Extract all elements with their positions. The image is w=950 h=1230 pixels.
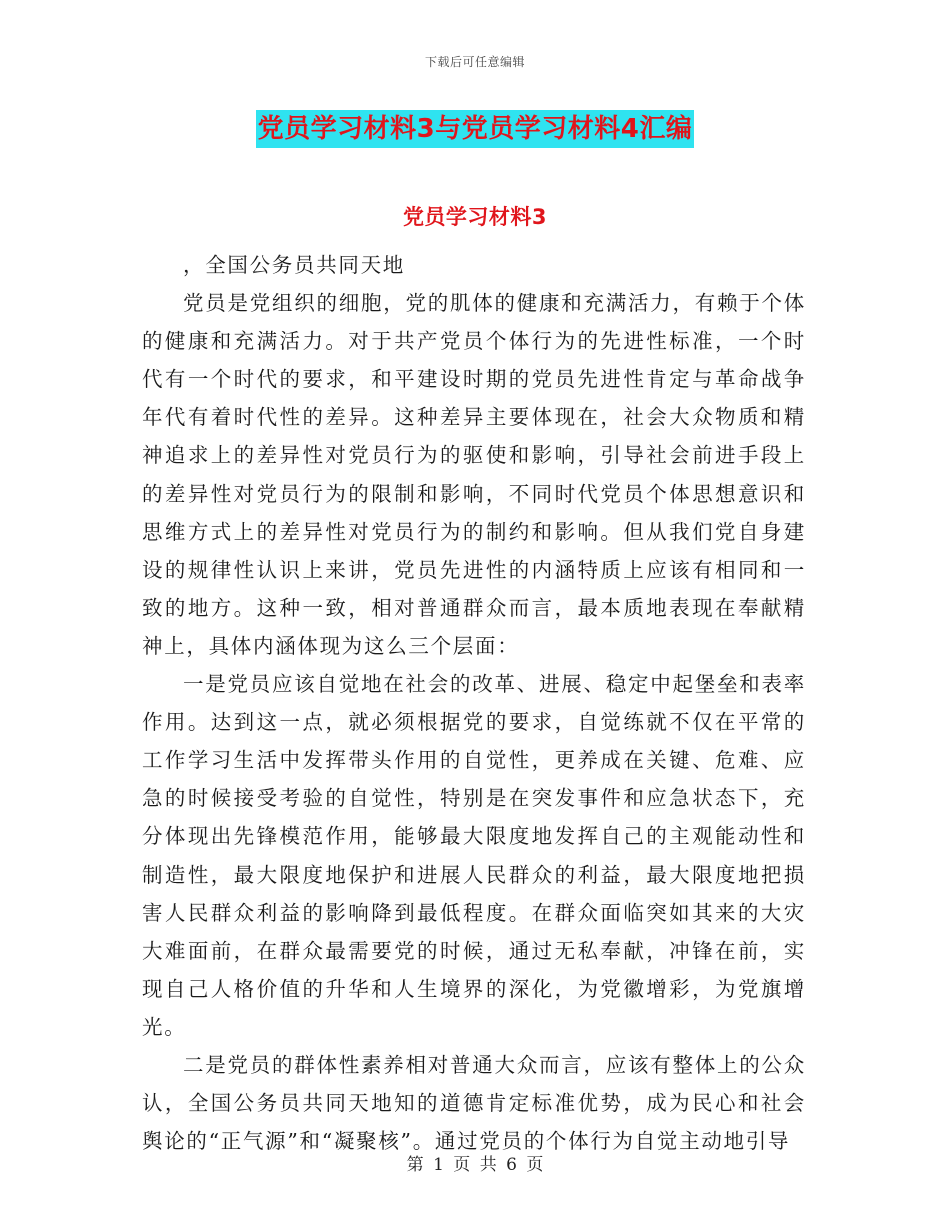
document-body — [142, 246, 806, 1160]
paragraph: ，全国公务员共同天地 — [183, 253, 405, 277]
page-header-note: 下载后可任意编辑 — [424, 55, 525, 69]
main-title-container — [0, 110, 950, 148]
footer-label-page: 第 — [406, 1155, 424, 1175]
paragraph: 二是党员的群体性素养相对普通大众而言，应该有整体上的公众认，全国公务员共同天地知的道德肯定标准优势，成为民心和社会舆论的“正气源”和“凝聚核”。通过党员的个体行为自觉主动地引导 — [142, 1052, 806, 1154]
main-title: 党员学习材料3与党员学习材料4汇编 — [256, 110, 695, 148]
paragraph: 党员是党组织的细胞，党的肌体的健康和充满活力，有赖于个体的健康和充满活力。对于共产党员个体行为的先进性标准，一个时代有一个时代的要求，和平建设时期的党员先进性肯定与革命战争年代有着时代性的差异。这种差异主要体现在，社会大众物质和精神追求上的差异性对党员行为的驱使和影响，引导社会前进手段上的差异性对党员行为的限制和影响，不同时代党员个体思想意识和思维方式上的差异性对党员行为的制约和影响。但从我们党自身建设的规律性认识上来讲，党员先进性的内涵特质上应该有相同和一致的地方。这种一致，相对普通群众而言，最本质地表现在奉献精神上，具体内涵体现为这么三个层面： — [142, 291, 806, 658]
section-title: 党员学习材料3 — [402, 205, 548, 229]
paragraph: 一是党员应该自觉地在社会的改革、进展、稳定中起堡垒和表率作用。达到这一点，就必须根据党的要求，自觉练就不仅在平常的工作学习生活中发挥带头作用的自觉性，更养成在关键、危难、应急的时候接受考验的自觉性，特别是在突发事件和应急状态下，充分体现出先锋模范作用，能够最大限度地发挥自己的主观能动性和制造性，最大限度地保护和进展人民群众的利益，最大限度地把损害人民群众利益的影响降到最低程度。在群众面临突如其来的大灾大难面前，在群众最需要党的时候，通过无私奉献，冲锋在前，实现自己人格价值的升华和人生境界的深化，为党徽增彩，为党旗增光。 — [142, 672, 806, 1039]
footer-current-page: 1 — [433, 1155, 444, 1175]
footer-label-page-unit: 页 — [453, 1155, 471, 1175]
footer-total-pages: 6 — [506, 1155, 517, 1175]
footer-label-total: 共 — [479, 1155, 497, 1175]
page-footer — [0, 1150, 950, 1175]
footer-label-total-unit: 页 — [526, 1155, 544, 1175]
